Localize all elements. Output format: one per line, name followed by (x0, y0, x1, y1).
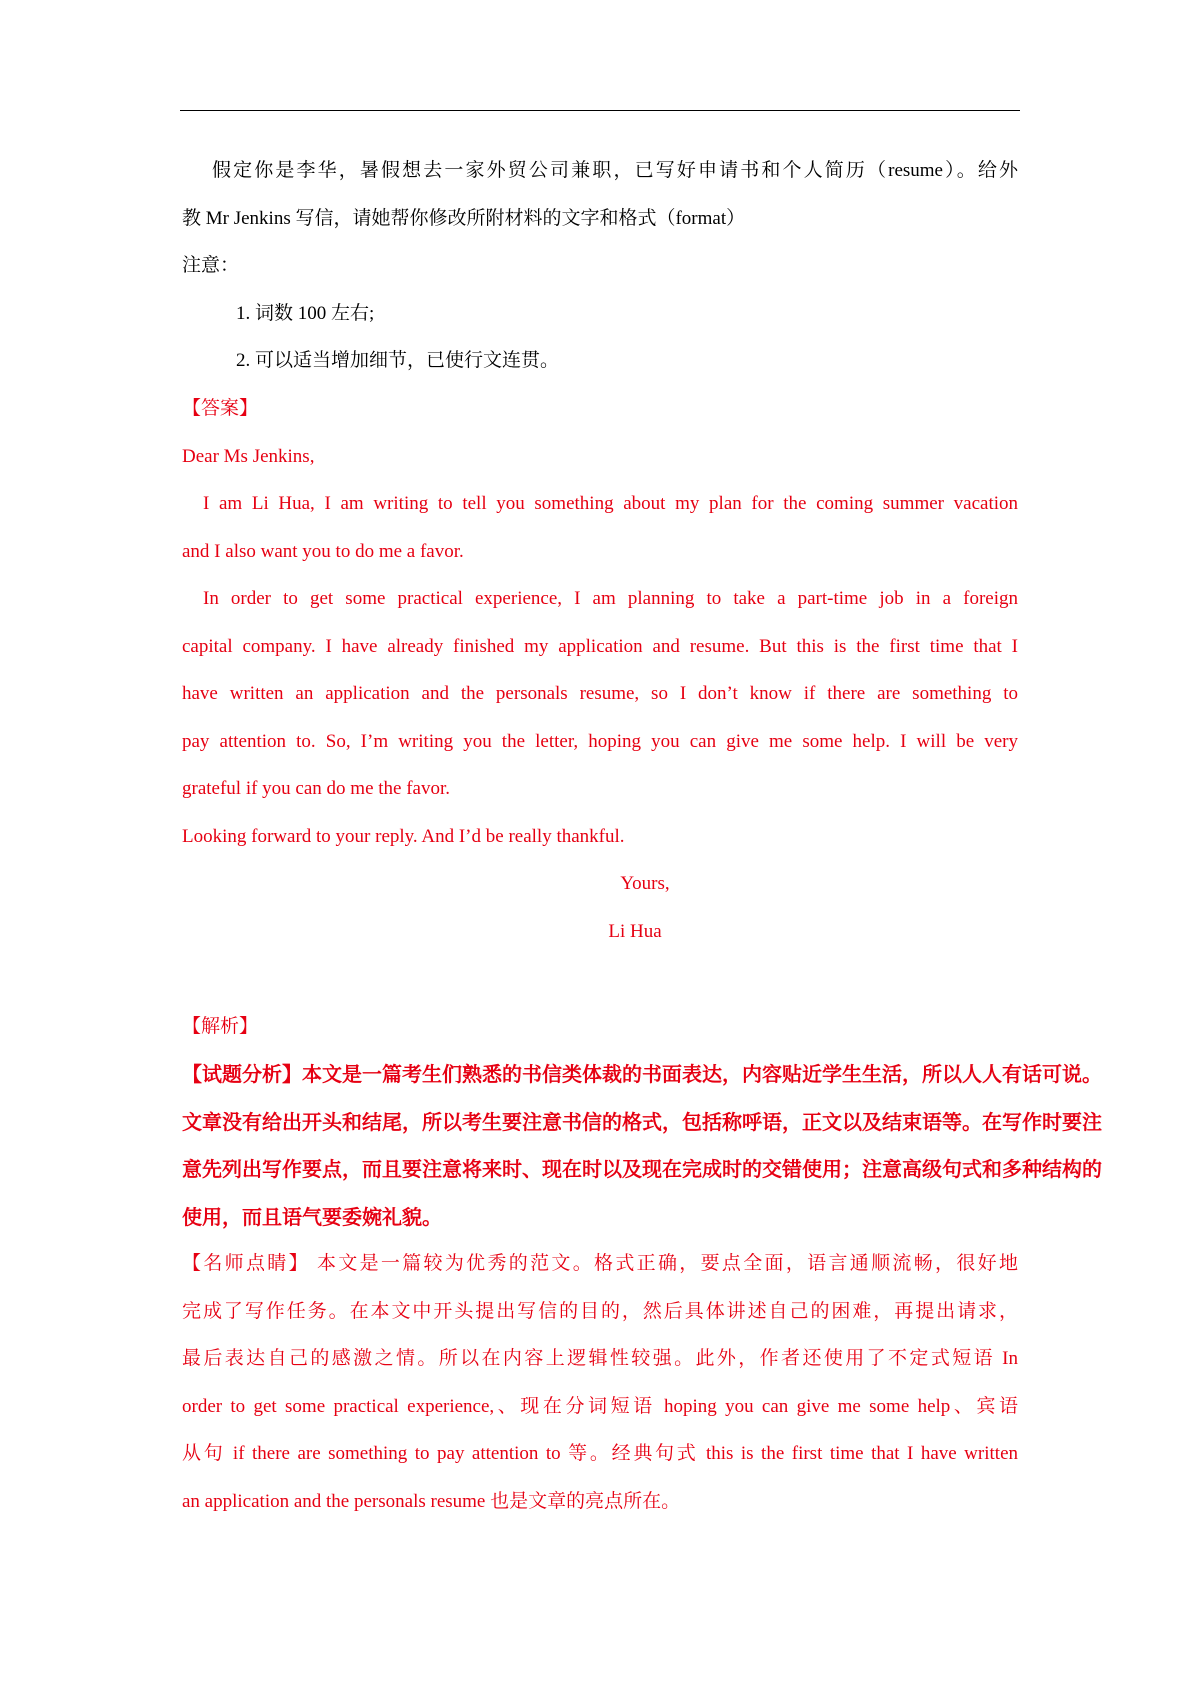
note-label: 注意： (182, 255, 240, 276)
letter-line-2: and I also want you to do me a favor. (182, 541, 464, 562)
comment-line-4: order to get some practical experience,、现在分词短语 hoping you can give me some help、宾语 (182, 1396, 1018, 1417)
answer-heading: 【答案】 (182, 398, 259, 419)
comment-line-3: 最后表达自己的感激之情。所以在内容上逻辑性较强。此外，作者还使用了不定式短语 In (182, 1348, 1018, 1369)
letter-line-5: have written an application and the personals resume, so I don’t know if there are something to (182, 683, 1018, 704)
letter-closing-line: Looking forward to your reply. And I’d be really thankful. (182, 826, 625, 847)
letter-line-6: pay attention to. So, I’m writing you the letter, hoping you can give me some help. I will be very (182, 731, 1018, 752)
comment-line-6: an application and the personals resume 也是文章的亮点所在。 (182, 1491, 681, 1512)
note-item-2: 2. 可以适当增加细节，已使行文连贯。 (236, 350, 560, 371)
analysis-line-3: 意先列出写作要点，而且要注意将来时、现在时以及现在完成时的交错使用；注意高级句式和多种结构的 (182, 1157, 1102, 1181)
analysis-line-4: 使用，而且语气要委婉礼貌。 (182, 1205, 442, 1229)
analysis-heading: 【解析】 (182, 1016, 259, 1037)
comment-line-5: 从句 if there are something to pay attention to 等。经典句式 this is the first time that I have written (182, 1443, 1018, 1464)
comment-line-1: 【名师点睛】 本文是一篇较为优秀的范文。格式正确，要点全面，语言通顺流畅，很好地 (182, 1253, 1018, 1274)
letter-line-3: In order to get some practical experience, I am planning to take a part-time job in a foreign (203, 588, 1018, 609)
letter-salutation: Dear Ms Jenkins, (182, 446, 315, 467)
letter-line-4: capital company. I have already finished my application and resume. But this is the first time that I (182, 636, 1018, 657)
comment-line-2: 完成了写作任务。在本文中开头提出写信的目的，然后具体讲述自己的困难，再提出请求， (182, 1301, 1018, 1322)
analysis-line-2: 文章没有给出开头和结尾，所以考生要注意书信的格式，包括称呼语，正文以及结束语等。在写作时要注 (182, 1110, 1102, 1134)
letter-line-7: grateful if you can do me the favor. (182, 778, 451, 799)
letter-line-1: I am Li Hua, I am writing to tell you something about my plan for the coming summer vacation (203, 493, 1018, 514)
analysis-line-1: 【试题分析】本文是一篇考生们熟悉的书信类体裁的书面表达，内容贴近学生生活，所以人人有话可说。 (182, 1062, 1102, 1086)
question-line-1: 假定你是李华，暑假想去一家外贸公司兼职，已写好申请书和个人简历（resume）。给外 (212, 160, 1018, 181)
header-rule (180, 110, 1020, 111)
note-item-1: 1. 词数 100 左右; (236, 303, 375, 324)
letter-signature: Li Hua (608, 921, 662, 942)
question-line-2: 教 Mr Jenkins 写信，请她帮你修改所附材料的文字和格式（format） (182, 208, 746, 229)
letter-closing: Yours, (620, 873, 670, 894)
